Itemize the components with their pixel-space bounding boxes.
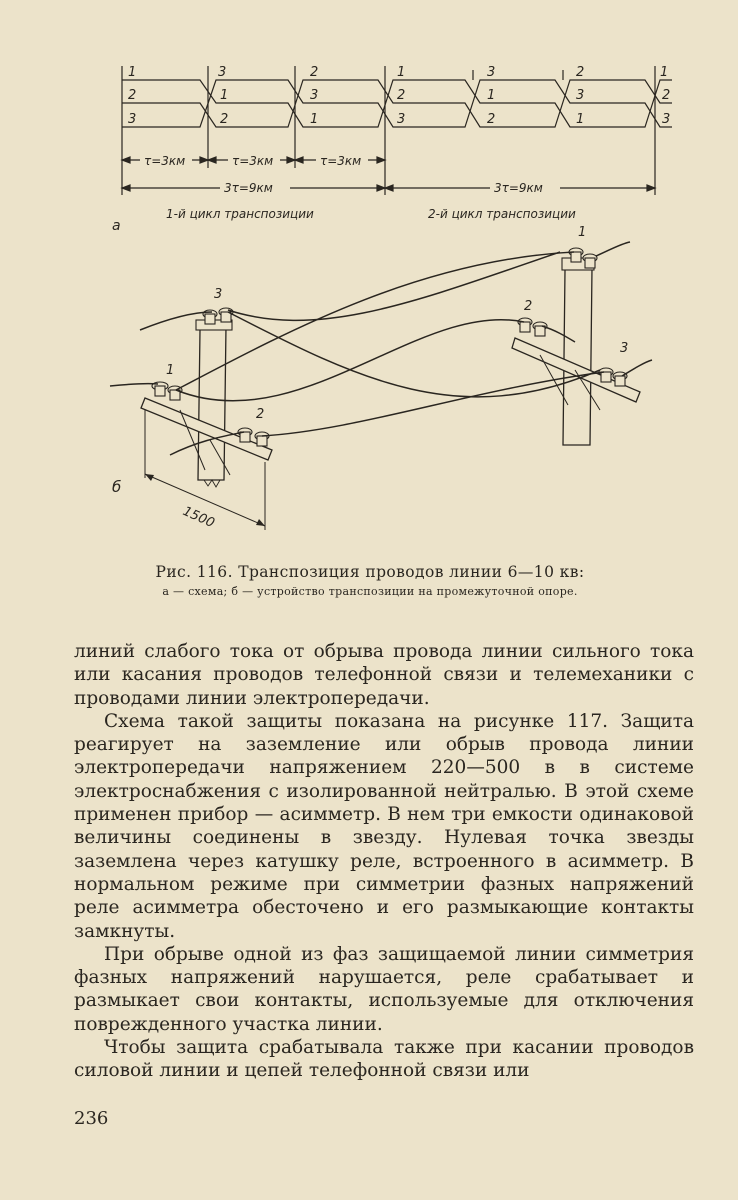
phase-label: 1 bbox=[128, 65, 137, 80]
transposition-scheme bbox=[122, 66, 672, 195]
phase-label: 3 bbox=[397, 112, 406, 127]
tau-label: τ=3км bbox=[320, 154, 362, 168]
wire-label: 3 bbox=[214, 287, 223, 302]
page-number: 236 bbox=[74, 1108, 109, 1129]
distance-labels bbox=[112, 154, 576, 234]
body-text bbox=[74, 640, 694, 1083]
phase-label: 2 bbox=[128, 88, 137, 103]
transposition-device-drawing bbox=[110, 242, 652, 530]
pole-labels bbox=[112, 225, 628, 531]
cycle-name-label: 2-й цикл транспозиции bbox=[428, 207, 576, 221]
wire-label: 2 bbox=[524, 299, 533, 314]
tau-label: τ=3км bbox=[144, 154, 186, 168]
phase-label: 2 bbox=[487, 112, 496, 127]
phase-label: 2 bbox=[576, 65, 585, 80]
cycle-length-label: 3τ=9км bbox=[224, 181, 273, 195]
wire-label: 3 bbox=[620, 341, 629, 356]
phase-label: 2 bbox=[220, 112, 229, 127]
phase-label: 2 bbox=[397, 88, 406, 103]
figure-caption-legend: а — схема; б — устройство транспозиции на промежуточной опоре. bbox=[162, 585, 578, 598]
phase-label: 1 bbox=[660, 65, 669, 80]
phase-label: 1 bbox=[576, 112, 585, 127]
phase-label: 1 bbox=[220, 88, 229, 103]
phase-label: 3 bbox=[128, 112, 137, 127]
wire-label: 1 bbox=[578, 225, 587, 240]
figure-caption-title: Рис. 116. Транспозиция проводов линии 6—10 кв: bbox=[155, 563, 585, 581]
wire-label: 1 bbox=[166, 363, 175, 378]
dimension-label: 1500 bbox=[180, 503, 217, 532]
cycle-length-label: 3τ=9км bbox=[494, 181, 543, 195]
part-b-label: б bbox=[112, 478, 122, 496]
paragraph: линий слабого тока от обрыва провода линии сильного тока или касания проводов телефонной связи и телемеханики с проводами линии электропередачи. bbox=[74, 641, 694, 709]
phase-label: 3 bbox=[576, 88, 585, 103]
cycle-name-label: 1-й цикл транспозиции bbox=[166, 207, 314, 221]
phase-label: 3 bbox=[487, 65, 496, 80]
phase-label: 3 bbox=[310, 88, 319, 103]
phase-label: 1 bbox=[487, 88, 496, 103]
wire-label: 2 bbox=[256, 407, 265, 422]
phase-label: 2 bbox=[662, 88, 671, 103]
part-a-label: а bbox=[112, 218, 121, 234]
phase-label: 1 bbox=[397, 65, 406, 80]
paragraph: При обрыве одной из фаз защищаемой линии симметрия фазных напряжений нарушается, реле срабатывает и размыкает свои контакты, используемые для отключения поврежденного участка линии. bbox=[74, 943, 694, 1035]
phase-label: 2 bbox=[310, 65, 319, 80]
paragraph: Чтобы защита срабатывала также при касании проводов силовой линии и цепей телефонной связи или bbox=[74, 1037, 694, 1082]
phase-label: 1 bbox=[310, 112, 319, 127]
paragraph: Схема такой защиты показана на рисунке 117. Защита реагирует на заземление или обрыв провода линии электропередачи напряжением 220—500 в в системе электроснабжения с изолированной нейтралью. В этой схеме применен прибор — асимметр. В нем три емкости одинаковой величины соединены в звезду. Нулевая точка звезды заземлена через катушку реле, встроенного в асимметр. В нормальном режиме при симметрии фазных напряжений реле асимметра обесточено и его размыкающие контакты замкнуты. bbox=[74, 710, 694, 942]
phase-label: 3 bbox=[662, 112, 671, 127]
phase-label: 3 bbox=[218, 65, 227, 80]
figure-116 bbox=[0, 0, 738, 550]
tau-label: τ=3км bbox=[232, 154, 274, 168]
